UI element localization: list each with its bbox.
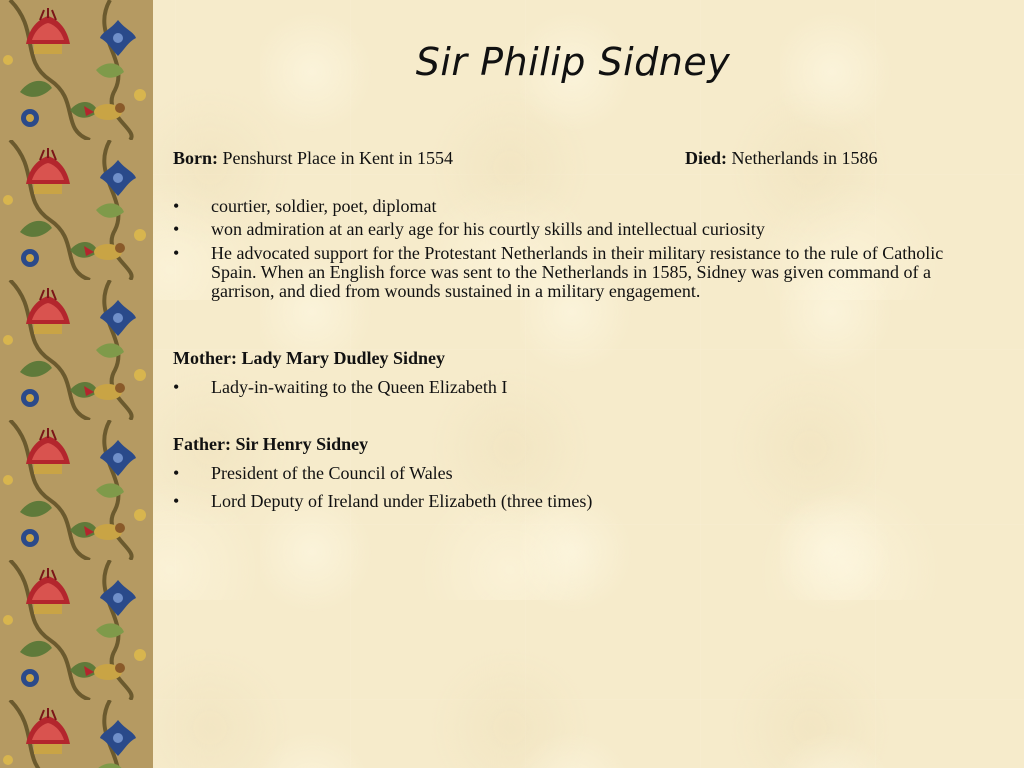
- born-value: Penshurst Place in Kent in 1554: [218, 148, 453, 168]
- bullet-icon: •: [173, 196, 180, 216]
- born-label: Born:: [173, 148, 218, 168]
- bullet-icon: •: [173, 243, 180, 263]
- born-line: [173, 149, 453, 168]
- list-item-text: President of the Council of Wales: [211, 463, 453, 483]
- list-item-text: Lord Deputy of Ireland under Elizabeth (three times): [211, 491, 593, 511]
- list-item-text: won admiration at an early age for his courtly skills and intellectual curiosity: [211, 219, 765, 239]
- slide-title: Sir Philip Sidney: [415, 40, 731, 84]
- list-item-text: Lady-in-waiting to the Queen Elizabeth I: [211, 377, 508, 397]
- bullet-icon: •: [173, 219, 180, 239]
- died-line: [685, 149, 877, 168]
- decorative-floral-border: [0, 0, 153, 768]
- slide-content: [153, 0, 1024, 768]
- floral-pattern-icon: [0, 0, 153, 768]
- bullet-icon: •: [173, 491, 180, 511]
- father-heading: Father: Sir Henry Sidney: [173, 434, 369, 454]
- mother-heading: Mother: Lady Mary Dudley Sidney: [173, 348, 445, 368]
- bullet-icon: •: [173, 463, 180, 483]
- died-value: Netherlands in 1586: [727, 148, 878, 168]
- list-item-text: He advocated support for the Protestant Netherlands in their military resistance to the rule of Catholic Spain. When an English force was sent to the Netherlands in 1585, Sidney was given command of a garrison, and died from wounds sustained in a military engagement.: [211, 243, 944, 301]
- died-label: Died:: [685, 148, 727, 168]
- bullet-icon: •: [173, 377, 180, 397]
- list-item-text: courtier, soldier, poet, diplomat: [211, 196, 437, 216]
